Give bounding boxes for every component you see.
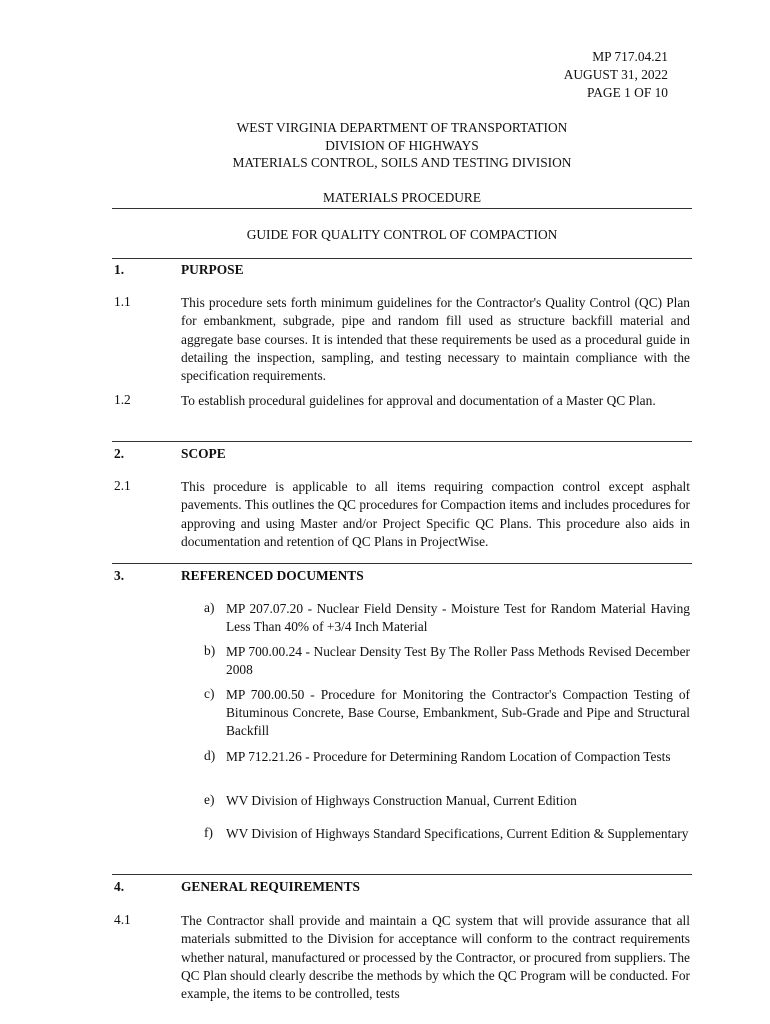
paragraph-text: The Contractor shall provide and maintain a QC system that will provide assurance that all materials submitted to the Division for acceptance will conform to the contract requirements whether natural, manufactured or processed by the Contractor, or procured from suppliers. The QC Plan should clearly describe the methods by which the QC Program will be conducted. For example, the items to be controlled, tests [181,913,690,1002]
list-item-text: WV Division of Highways Construction Manual, Current Edition [226,793,577,808]
doc-date: AUGUST 31, 2022 [563,67,668,82]
agency-line-2: DIVISION OF HIGHWAYS [325,137,479,153]
divider [112,563,692,564]
procedure-title: GUIDE FOR QUALITY CONTROL OF COMPACTION [246,227,558,242]
list-item-label: c) [204,686,215,701]
list-item-label: f) [204,825,213,840]
divider [112,874,692,875]
list-item [204,792,690,810]
list-item-text: MP 207.07.20 - Nuclear Field Density - Moisture Test for Random Material Having Less Than 40% of +3/4 Inch Material [226,601,690,634]
paragraph-number: 4.1 [114,912,131,927]
list-item-text: MP 712.21.26 - Procedure for Determining Random Location of Compaction Tests [226,749,671,764]
list-item-label: b) [204,643,216,658]
divider [112,208,692,209]
list-item-text: WV Division of Highways Standard Specifications, Current Edition & Supplementary [226,826,689,841]
agency-line-3: MATERIALS CONTROL, SOILS AND TESTING DIVISION [232,155,572,170]
section-heading-general-requirements: GENERAL REQUIREMENTS [181,879,360,894]
list-item [204,748,690,766]
section-heading-purpose: PURPOSE [181,262,244,277]
section-heading-scope: SCOPE [181,446,226,461]
paragraph-text: To establish procedural guidelines for approval and documentation of a Master QC Plan. [181,393,656,408]
paragraph-text: This procedure sets forth minimum guidelines for the Contractor's Quality Control (QC) Plan for embankment, subgrade, pipe and random fill used as structure backfill material and aggregate base courses. It is intended that these requirements be used as a procedural guide in detailing the inspection, sampling, and testing necessary to maintain compliance with the specification requirements. [181,295,690,384]
list-item-text: MP 700.00.50 - Procedure for Monitoring the Contractor's Compaction Testing of Bituminous Concrete, Base Course, Embankment, Sub-Grade and Pipe and Structural Backfill [226,687,690,738]
list-item-label: d) [204,748,216,763]
section-number: 2. [114,446,125,461]
section-number: 1. [114,262,125,277]
list-item [204,825,690,843]
divider [112,258,692,259]
agency-block [112,119,692,172]
document-header [564,48,668,102]
list-item [204,643,690,679]
section-number: 3. [114,568,125,583]
divider [112,441,692,442]
doc-number: MP 717.04.21 [592,49,668,64]
paragraph-text: This procedure is applicable to all items requiring compaction control except asphalt pavements. This outlines the QC procedures for Compaction items and includes procedures for approving and using Master and/or Project Specific QC Plans. This procedure also aids in documentation and retention of QC Plans in ProjectWise. [181,479,690,549]
section-number: 4. [114,879,125,894]
list-item-text: MP 700.00.24 - Nuclear Density Test By The Roller Pass Methods Revised December 2008 [226,644,690,677]
paragraph-number: 1.1 [114,294,131,309]
section-heading-references: REFERENCED DOCUMENTS [181,568,364,583]
paragraph-number: 1.2 [114,392,131,407]
list-item [204,686,690,740]
page-number: PAGE 1 OF 10 [587,85,668,100]
list-item-label: a) [204,600,215,615]
procedure-type: MATERIALS PROCEDURE [322,190,482,205]
list-item [204,600,690,636]
paragraph-number: 2.1 [114,478,131,493]
list-item-label: e) [204,792,215,807]
agency-line-1: WEST VIRGINIA DEPARTMENT OF TRANSPORTATION [236,120,568,135]
